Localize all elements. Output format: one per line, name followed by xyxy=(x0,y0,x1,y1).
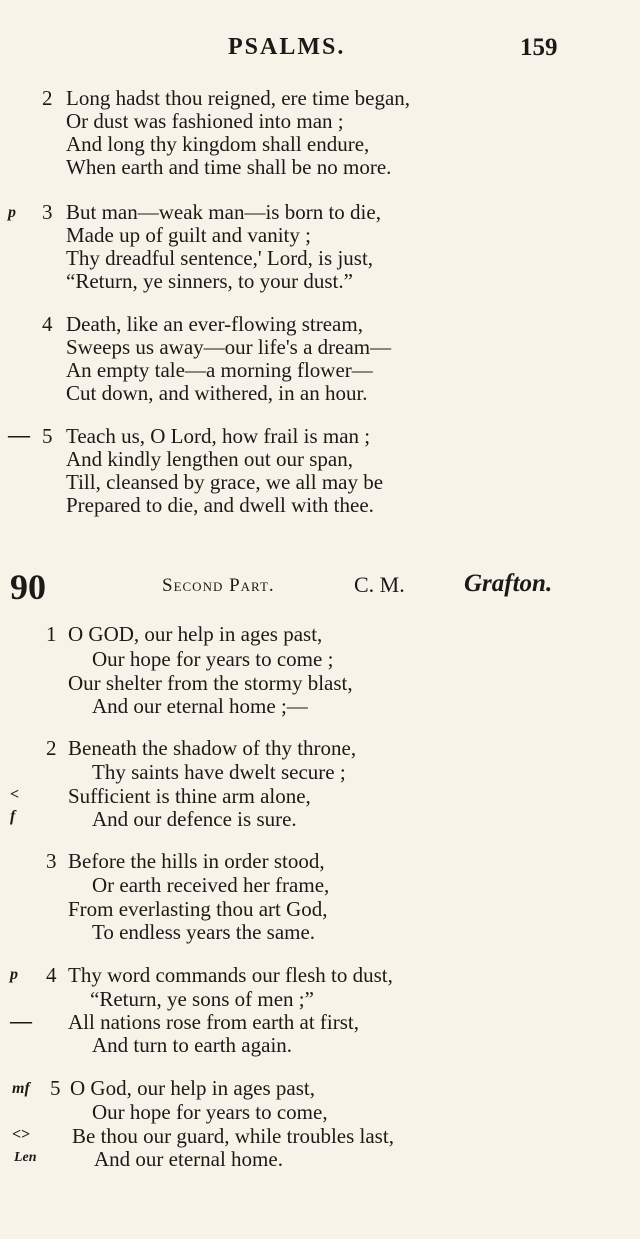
verse-line: Teach us, O Lord, how frail is man ; xyxy=(66,424,371,448)
verse-line: Made up of guilt and vanity ; xyxy=(66,223,311,247)
swell-mark: <> xyxy=(12,1126,31,1143)
verse-line: When earth and time shall be no more. xyxy=(66,155,392,179)
verse-line: Death, like an ever-flowing stream, xyxy=(66,312,363,336)
verse-line: An empty tale—a morning flower— xyxy=(66,358,373,382)
dynamic-mark: — xyxy=(10,1008,32,1033)
page-number: 159 xyxy=(520,34,558,61)
verse-number: 4 xyxy=(46,963,57,987)
verse-line: And our eternal home. xyxy=(94,1147,283,1171)
verse-line: Before the hills in order stood, xyxy=(68,849,325,873)
dynamic-mark: Len xyxy=(14,1150,37,1165)
verse-line: Our shelter from the stormy blast, xyxy=(68,671,353,695)
verse-number: 2 xyxy=(46,736,57,760)
verse-number: 2 xyxy=(42,86,53,110)
verse-line: Long hadst thou reigned, ere time began, xyxy=(66,86,411,110)
verse-line: “Return, ye sinners, to your dust.” xyxy=(66,269,353,293)
verse-line: Our hope for years to come, xyxy=(92,1100,328,1124)
verse-line: Or dust was fashioned into man ; xyxy=(66,109,344,133)
verse-line: From everlasting thou art God, xyxy=(68,897,328,921)
verse-line: Thy dreadful sentence,' Lord, is just, xyxy=(66,246,374,270)
page-title: PSALMS. xyxy=(228,34,346,60)
verse-line: Or earth received her frame, xyxy=(92,873,330,897)
verse-number: 5 xyxy=(42,424,53,448)
dynamic-mark: p xyxy=(10,966,18,983)
tune-name: Grafton. xyxy=(464,570,553,597)
verse-line: Cut down, and withered, in an hour. xyxy=(66,381,368,405)
verse-line: All nations rose from earth at first, xyxy=(68,1010,360,1034)
verse-line: “Return, ye sons of men ;” xyxy=(90,987,314,1011)
verse-line: Till, cleansed by grace, we all may be xyxy=(66,470,384,494)
verse-line: But man—weak man—is born to die, xyxy=(66,200,381,224)
verse-line: Thy word commands our flesh to dust, xyxy=(68,963,393,987)
dynamic-mark: mf xyxy=(12,1080,30,1097)
verse-number: 3 xyxy=(42,200,53,224)
verse-line: Our hope for years to come ; xyxy=(92,647,334,671)
verse-line: And our defence is sure. xyxy=(92,807,297,831)
verse-number: 4 xyxy=(42,312,53,336)
verse-line: O God, our help in ages past, xyxy=(70,1076,315,1100)
verse-line: To endless years the same. xyxy=(92,920,316,944)
verse-line: Thy saints have dwelt secure ; xyxy=(92,760,346,784)
dynamic-mark: f xyxy=(10,808,16,825)
verse-number: 5 xyxy=(50,1076,61,1100)
hymn-meter: C. M. xyxy=(354,572,405,597)
verse-line: O GOD, our help in ages past, xyxy=(68,622,323,646)
hymn-part: Second Part. xyxy=(162,575,275,596)
dynamic-mark: — xyxy=(8,422,30,447)
verse-line: And turn to earth again. xyxy=(92,1033,293,1057)
verse-line: Be thou our guard, while troubles last, xyxy=(72,1124,394,1148)
verse-line: Sweeps us away—our life's a dream— xyxy=(66,335,392,359)
verse-line: And kindly lengthen out our span, xyxy=(66,447,353,471)
crescendo-mark: < xyxy=(10,786,20,803)
verse-number: 1 xyxy=(46,622,57,646)
verse-line: Prepared to die, and dwell with thee. xyxy=(66,493,374,517)
verse-number: 3 xyxy=(46,849,57,873)
hymn-number: 90 xyxy=(10,567,46,607)
verse-line: Beneath the shadow of thy throne, xyxy=(68,736,357,760)
verse-line: Sufficient is thine arm alone, xyxy=(68,784,311,808)
verse-line: And long thy kingdom shall endure, xyxy=(66,132,370,156)
verse-line: And our eternal home ;— xyxy=(92,694,308,718)
dynamic-mark: p xyxy=(8,204,16,221)
